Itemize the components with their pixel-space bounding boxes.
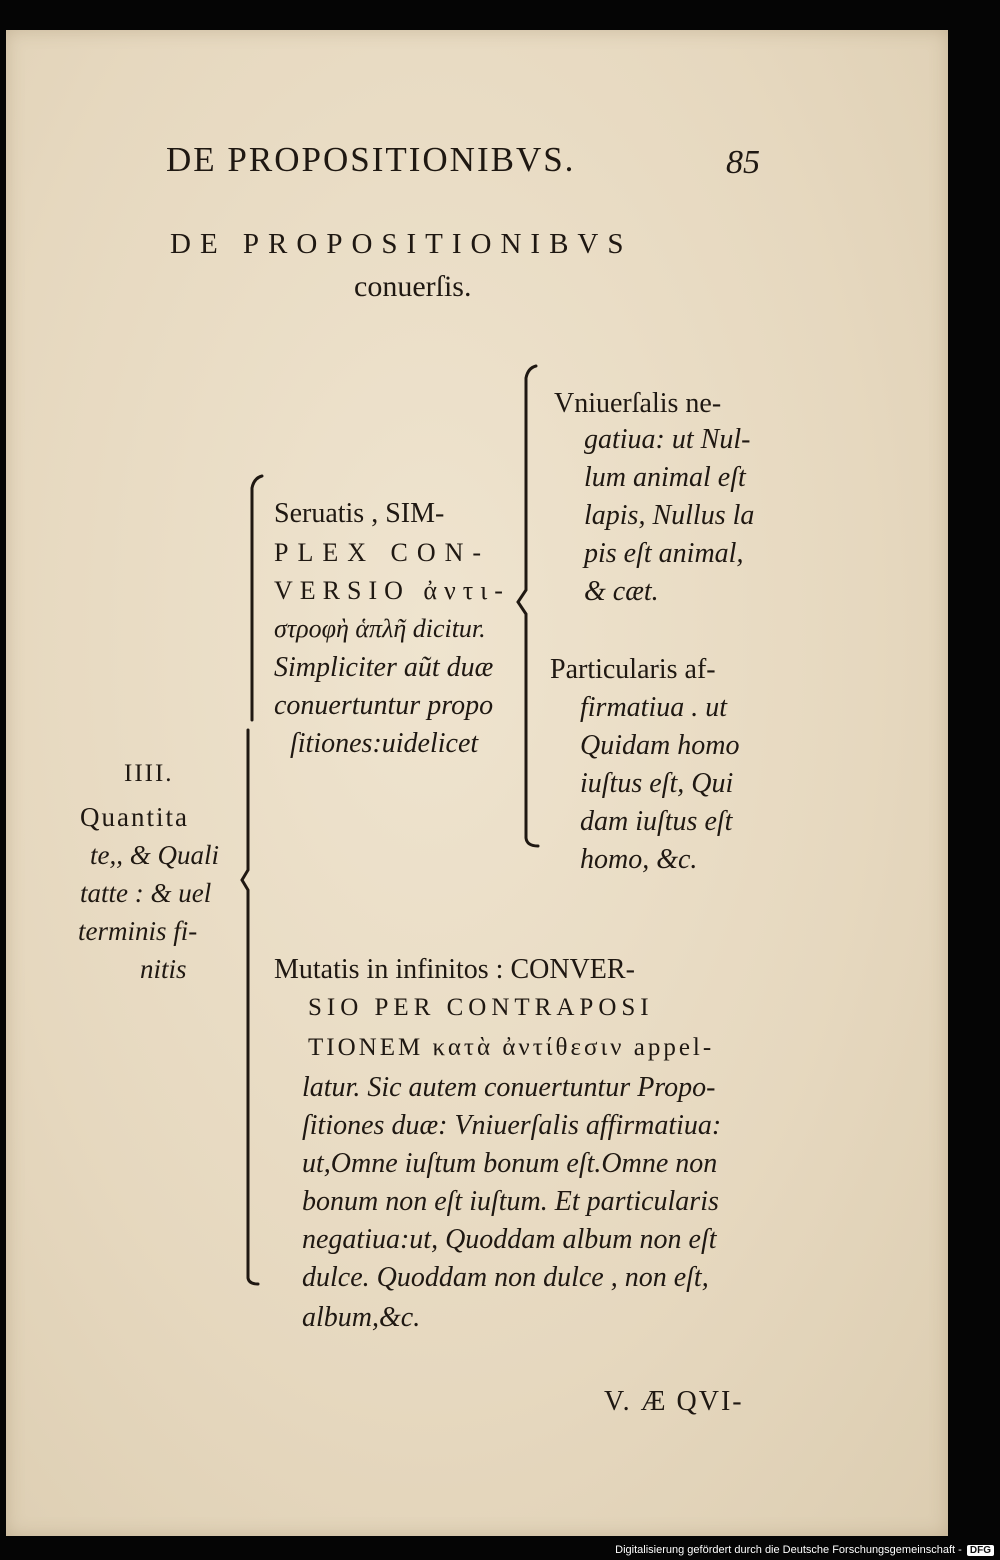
servatis-line: στροφὴ ἁπλῆ dicitur. — [274, 614, 486, 643]
universalis-line: & cæt. — [584, 576, 659, 607]
running-head: DE PROPOSITIONIBVS. — [166, 140, 576, 179]
main-label-line: tatte : & uel — [80, 878, 212, 908]
servatis-line: conuertuntur propo — [274, 690, 494, 721]
catchword: V. Æ QVI- — [604, 1386, 744, 1417]
main-label-line: Quantita — [80, 802, 189, 832]
section-heading-line1: DE PROPOSITIONIBVS — [170, 228, 633, 260]
mutatis-line: negatiua:ut, Quoddam album non eſt — [302, 1224, 717, 1255]
particularis-line: firmatiua . ut — [580, 692, 728, 723]
footer-text: Digitalisierung gefördert durch die Deutsche Forschungsgemeinschaft - — [615, 1544, 962, 1556]
main-label-line: te,, & Quali — [90, 840, 219, 870]
mutatis-line: dulce. Quoddam non dulce , non eſt, — [302, 1262, 709, 1293]
species-brace — [518, 366, 538, 846]
servatis-line: Simpliciter aũt duæ — [274, 652, 494, 683]
universalis-line: lapis, Nullus la — [584, 500, 755, 531]
universalis-line: pis eſt animal, — [584, 538, 744, 569]
main-label-line: terminis fi- — [78, 916, 198, 946]
mutatis-line: ſitiones duæ: Vniuerſalis affirmatiua: — [302, 1110, 722, 1141]
main-label-line: nitis — [140, 954, 187, 984]
mutatis-line: SIO PER CONTRAPOSI — [308, 994, 654, 1021]
dfg-logo: DFG — [967, 1545, 994, 1556]
servatis-line: VERSIO ἀντι- — [274, 576, 510, 605]
page-number: 85 — [726, 144, 760, 181]
mutatis-line: latur. Sic autem conuertuntur Propo- — [302, 1072, 716, 1103]
servatis-line: Seruatis , SIM- — [274, 498, 445, 529]
universalis-line: lum animal eſt — [584, 462, 746, 493]
mutatis-line: ut,Omne iuſtum bonum eſt.Omne non — [302, 1148, 718, 1179]
servatis-brace — [252, 476, 262, 720]
section-heading-line2: conuerſis. — [354, 270, 472, 303]
book-page — [6, 30, 948, 1536]
universalis-line: Vniuerſalis ne- — [554, 388, 722, 419]
mutatis-line: Mutatis in infinitos : CONVER- — [274, 954, 635, 985]
servatis-line: ſitiones:uidelicet — [290, 728, 479, 759]
mutatis-line: bonum non eſt iuſtum. Et particularis — [302, 1186, 719, 1217]
particularis-line: Particularis af- — [550, 654, 716, 685]
mutatis-line: TIONEM κατὰ ἀντίθεσιν appel- — [308, 1034, 715, 1061]
digitization-footer — [615, 1544, 994, 1556]
universalis-line: gatiua: ut Nul- — [584, 424, 751, 455]
particularis-line: Quidam homo — [580, 730, 740, 761]
particularis-line: dam iuſtus eſt — [580, 806, 733, 837]
servatis-line: PLEX CON- — [274, 538, 491, 567]
mutatis-line: album,&c. — [302, 1302, 421, 1333]
particularis-line: iuſtus eſt, Qui — [580, 768, 734, 799]
main-brace — [242, 730, 258, 1284]
main-label-line: IIII. — [124, 760, 174, 787]
particularis-line: homo, &c. — [580, 844, 698, 875]
